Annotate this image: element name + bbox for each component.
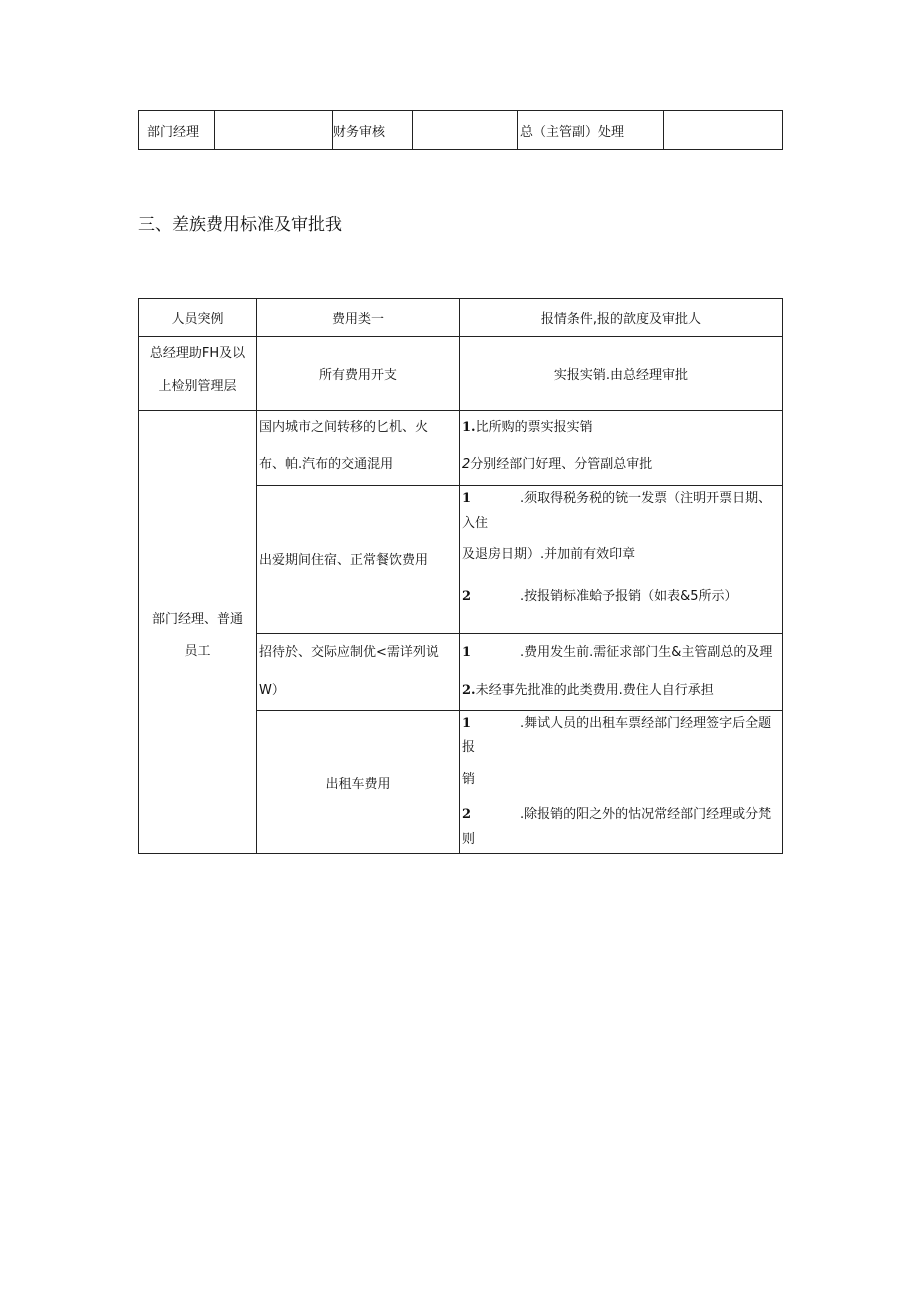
item-text: .费用发生前.需征求部门生&主管副总的及理 — [520, 645, 773, 660]
table-header-row — [139, 299, 783, 337]
signature-row — [139, 111, 783, 150]
expense-line: 布、帕.汽布的交通混用 — [259, 457, 394, 472]
condition-item — [462, 711, 782, 737]
item-number: 1 — [462, 491, 472, 506]
item-number: 1 — [462, 716, 472, 731]
condition-item-cont: 则 — [462, 832, 476, 847]
expense-standard-table — [138, 298, 783, 854]
section-title: 三、差族费用标准及审批我 — [138, 215, 342, 235]
person-type-line: 部门经理、普通 — [151, 612, 243, 627]
condition-item — [462, 801, 782, 829]
expense-line: 出爱期间住宿、正常餐饮费用 — [259, 553, 429, 568]
item-number: 2. — [462, 683, 476, 698]
expense-line: 出租车费用 — [325, 776, 391, 792]
person-type-line: 上检别管理层 — [158, 379, 237, 394]
condition-item — [462, 445, 782, 485]
dept-manager-label: 部门经理 — [139, 111, 215, 150]
signature-table — [138, 110, 783, 150]
person-type-line: 总经理助FH及以 — [149, 346, 246, 361]
condition-item — [462, 634, 782, 672]
item-number: 1. — [462, 420, 476, 435]
person-type-line: 员工 — [184, 644, 211, 659]
item-text: .舞试人员的出租车票经部门经理签字后全题 — [520, 716, 772, 731]
finance-review-signature-field — [413, 111, 518, 150]
condition-item — [462, 574, 782, 620]
item-text: 未经事先批准的此类费用.费住人自行承担 — [475, 683, 714, 698]
item-text: 比所购的票实报实销 — [475, 420, 593, 435]
condition-item — [462, 672, 782, 710]
item-text: 分别经部门好理、分管副总审批 — [470, 457, 653, 472]
person-type-cell — [139, 337, 257, 411]
finance-review-label: 财务审核 — [333, 111, 413, 150]
expense-type-cell — [257, 411, 460, 486]
item-text: .按报销标准蛤予报销（如表&5所示） — [520, 589, 738, 604]
expense-type-cell — [257, 634, 460, 711]
condition-item — [462, 411, 782, 445]
item-number: 1 — [462, 645, 472, 660]
expense-type-cell: 所有费用开支 — [257, 337, 460, 411]
item-text: .须取得税务税的铳一发票（注明开票日期、 — [520, 491, 772, 506]
condition-item-cont: 入住 — [462, 516, 489, 531]
header-conditions: 报情条件,报的歆度及审批人 — [460, 299, 783, 337]
header-expense-type: 费用类一 — [257, 299, 460, 337]
condition-cell — [460, 411, 783, 486]
condition-item-cont: 及退房日期）.并加前有效印章 — [462, 547, 636, 562]
table-row — [139, 337, 783, 411]
item-number: 2 — [462, 457, 471, 472]
item-text: .除报销的阳之外的怙况常经部门经理或分梵 — [520, 807, 772, 822]
header-person-type: 人员突例 — [139, 299, 257, 337]
person-type-cell — [139, 411, 257, 854]
condition-item-cont: 销 — [462, 772, 476, 787]
expense-line: W） — [259, 683, 285, 698]
expense-line: 招待於、交际应制优<需详列说 — [259, 645, 439, 660]
expense-line: 国内城市之间转移的匕机、火 — [259, 420, 429, 435]
gm-handle-signature-field — [664, 111, 783, 150]
table-row — [139, 411, 783, 486]
condition-cell: 实报实销.由总经理审批 — [460, 337, 783, 411]
condition-item — [462, 486, 782, 512]
condition-cell — [460, 634, 783, 711]
gm-handle-label: 总（主管副）处理 — [518, 111, 664, 150]
expense-type-cell — [257, 711, 460, 854]
condition-item-cont: 报 — [462, 740, 476, 755]
expense-type-cell — [257, 486, 460, 634]
condition-cell — [460, 486, 783, 634]
condition-cell — [460, 711, 783, 854]
item-number: 2 — [462, 807, 472, 822]
dept-manager-signature-field — [215, 111, 333, 150]
item-number: 2 — [462, 589, 472, 604]
